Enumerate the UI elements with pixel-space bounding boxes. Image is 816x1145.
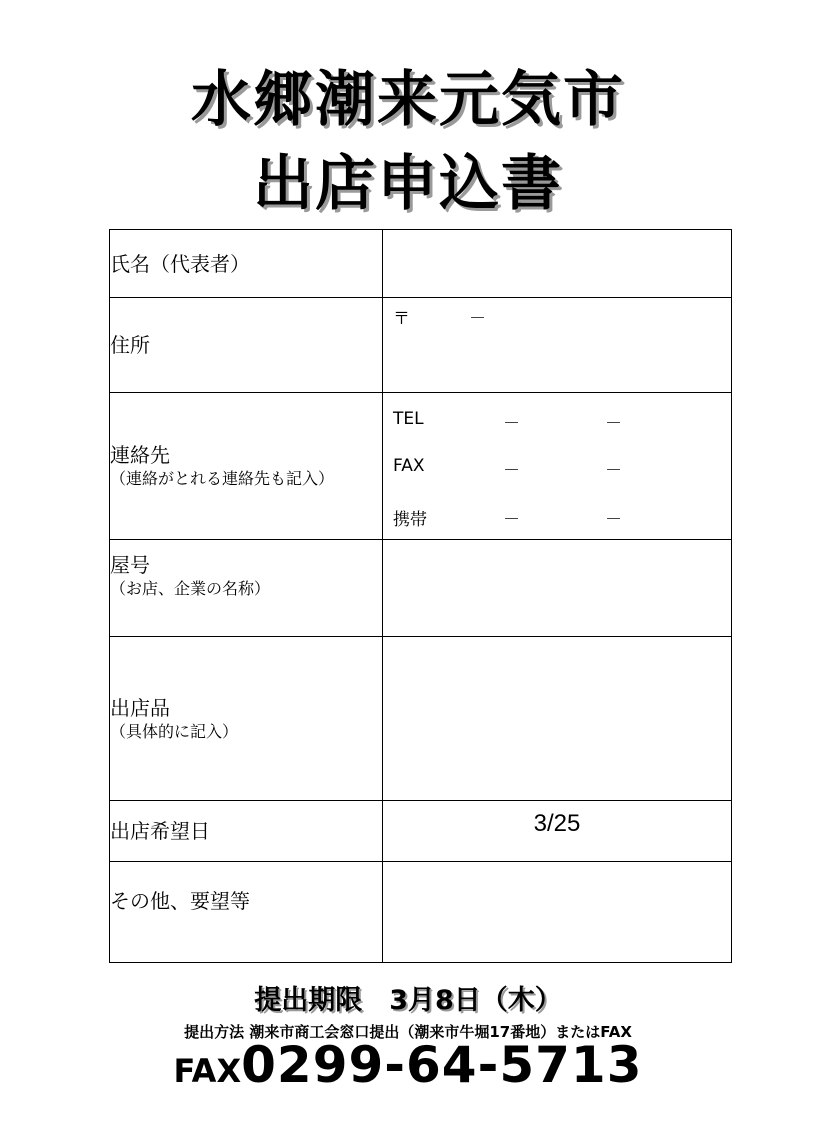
other-label-cell [110,862,383,963]
contact-input-cell[interactable] [383,393,732,540]
fax-label: FAX [393,456,425,476]
mobile-dash-1: － [503,510,520,530]
postal-dash: － [469,309,486,329]
row-name [110,230,732,298]
desired-date-value: 3/25 [533,810,581,837]
tel-dash-2: － [605,414,622,434]
mobile-label: 携帯 [393,510,427,530]
products-label-cell [110,637,383,801]
fax-prefix: FAX [173,1052,242,1090]
row-desired-date [110,801,732,862]
address-label: 住所 [110,333,150,357]
submission-method: 提出方法 潮来市商工会窓口提出（潮来市牛堀17番地）またはFAX [184,1023,632,1041]
fax-dash-2: － [605,461,622,481]
desired-date-input-cell[interactable] [383,801,732,862]
fax-number-line [0,1036,816,1094]
name-label-cell [110,230,383,298]
address-label-cell [110,298,383,393]
tel-dash-1: － [503,414,520,434]
application-form-table [109,229,732,963]
name-label: 氏名（代表者） [110,251,250,276]
name-input-cell[interactable] [383,230,732,298]
shop-name-input-cell[interactable] [383,540,732,637]
contact-label-cell [110,393,383,540]
row-contact [110,393,732,540]
shop-name-label-cell [110,540,383,637]
other-input-cell[interactable] [383,862,732,963]
row-shop-name [110,540,732,637]
submission-deadline: 提出期限 3月8日（木） [254,985,562,1016]
fax-number: 0299-64-5713 [241,1036,643,1094]
products-input-cell[interactable] [383,637,732,801]
row-products [110,637,732,801]
products-sublabel: （具体的に記入） [110,721,239,741]
row-address [110,298,732,393]
postal-mark: 〒 [393,309,410,329]
fax-dash-1: － [503,461,520,481]
mobile-dash-2: － [605,510,622,530]
shop-name-label: 屋号 [110,553,150,577]
contact-sublabel: （連絡がとれる連絡先も記入） [110,469,335,488]
contact-label: 連絡先 [110,443,170,467]
desired-date-label-cell [110,801,383,862]
shop-name-sublabel: （お店、企業の名称） [110,579,271,598]
tel-label: TEL [393,409,424,429]
title-line-1: 水郷潮来元気市 [191,65,625,135]
other-label: その他、要望等 [110,889,250,913]
row-other [110,862,732,963]
title-line-2: 出店申込書 [253,149,563,219]
address-input-cell[interactable] [383,298,732,393]
desired-date-label: 出店希望日 [110,819,210,843]
products-label: 出店品 [110,695,170,720]
